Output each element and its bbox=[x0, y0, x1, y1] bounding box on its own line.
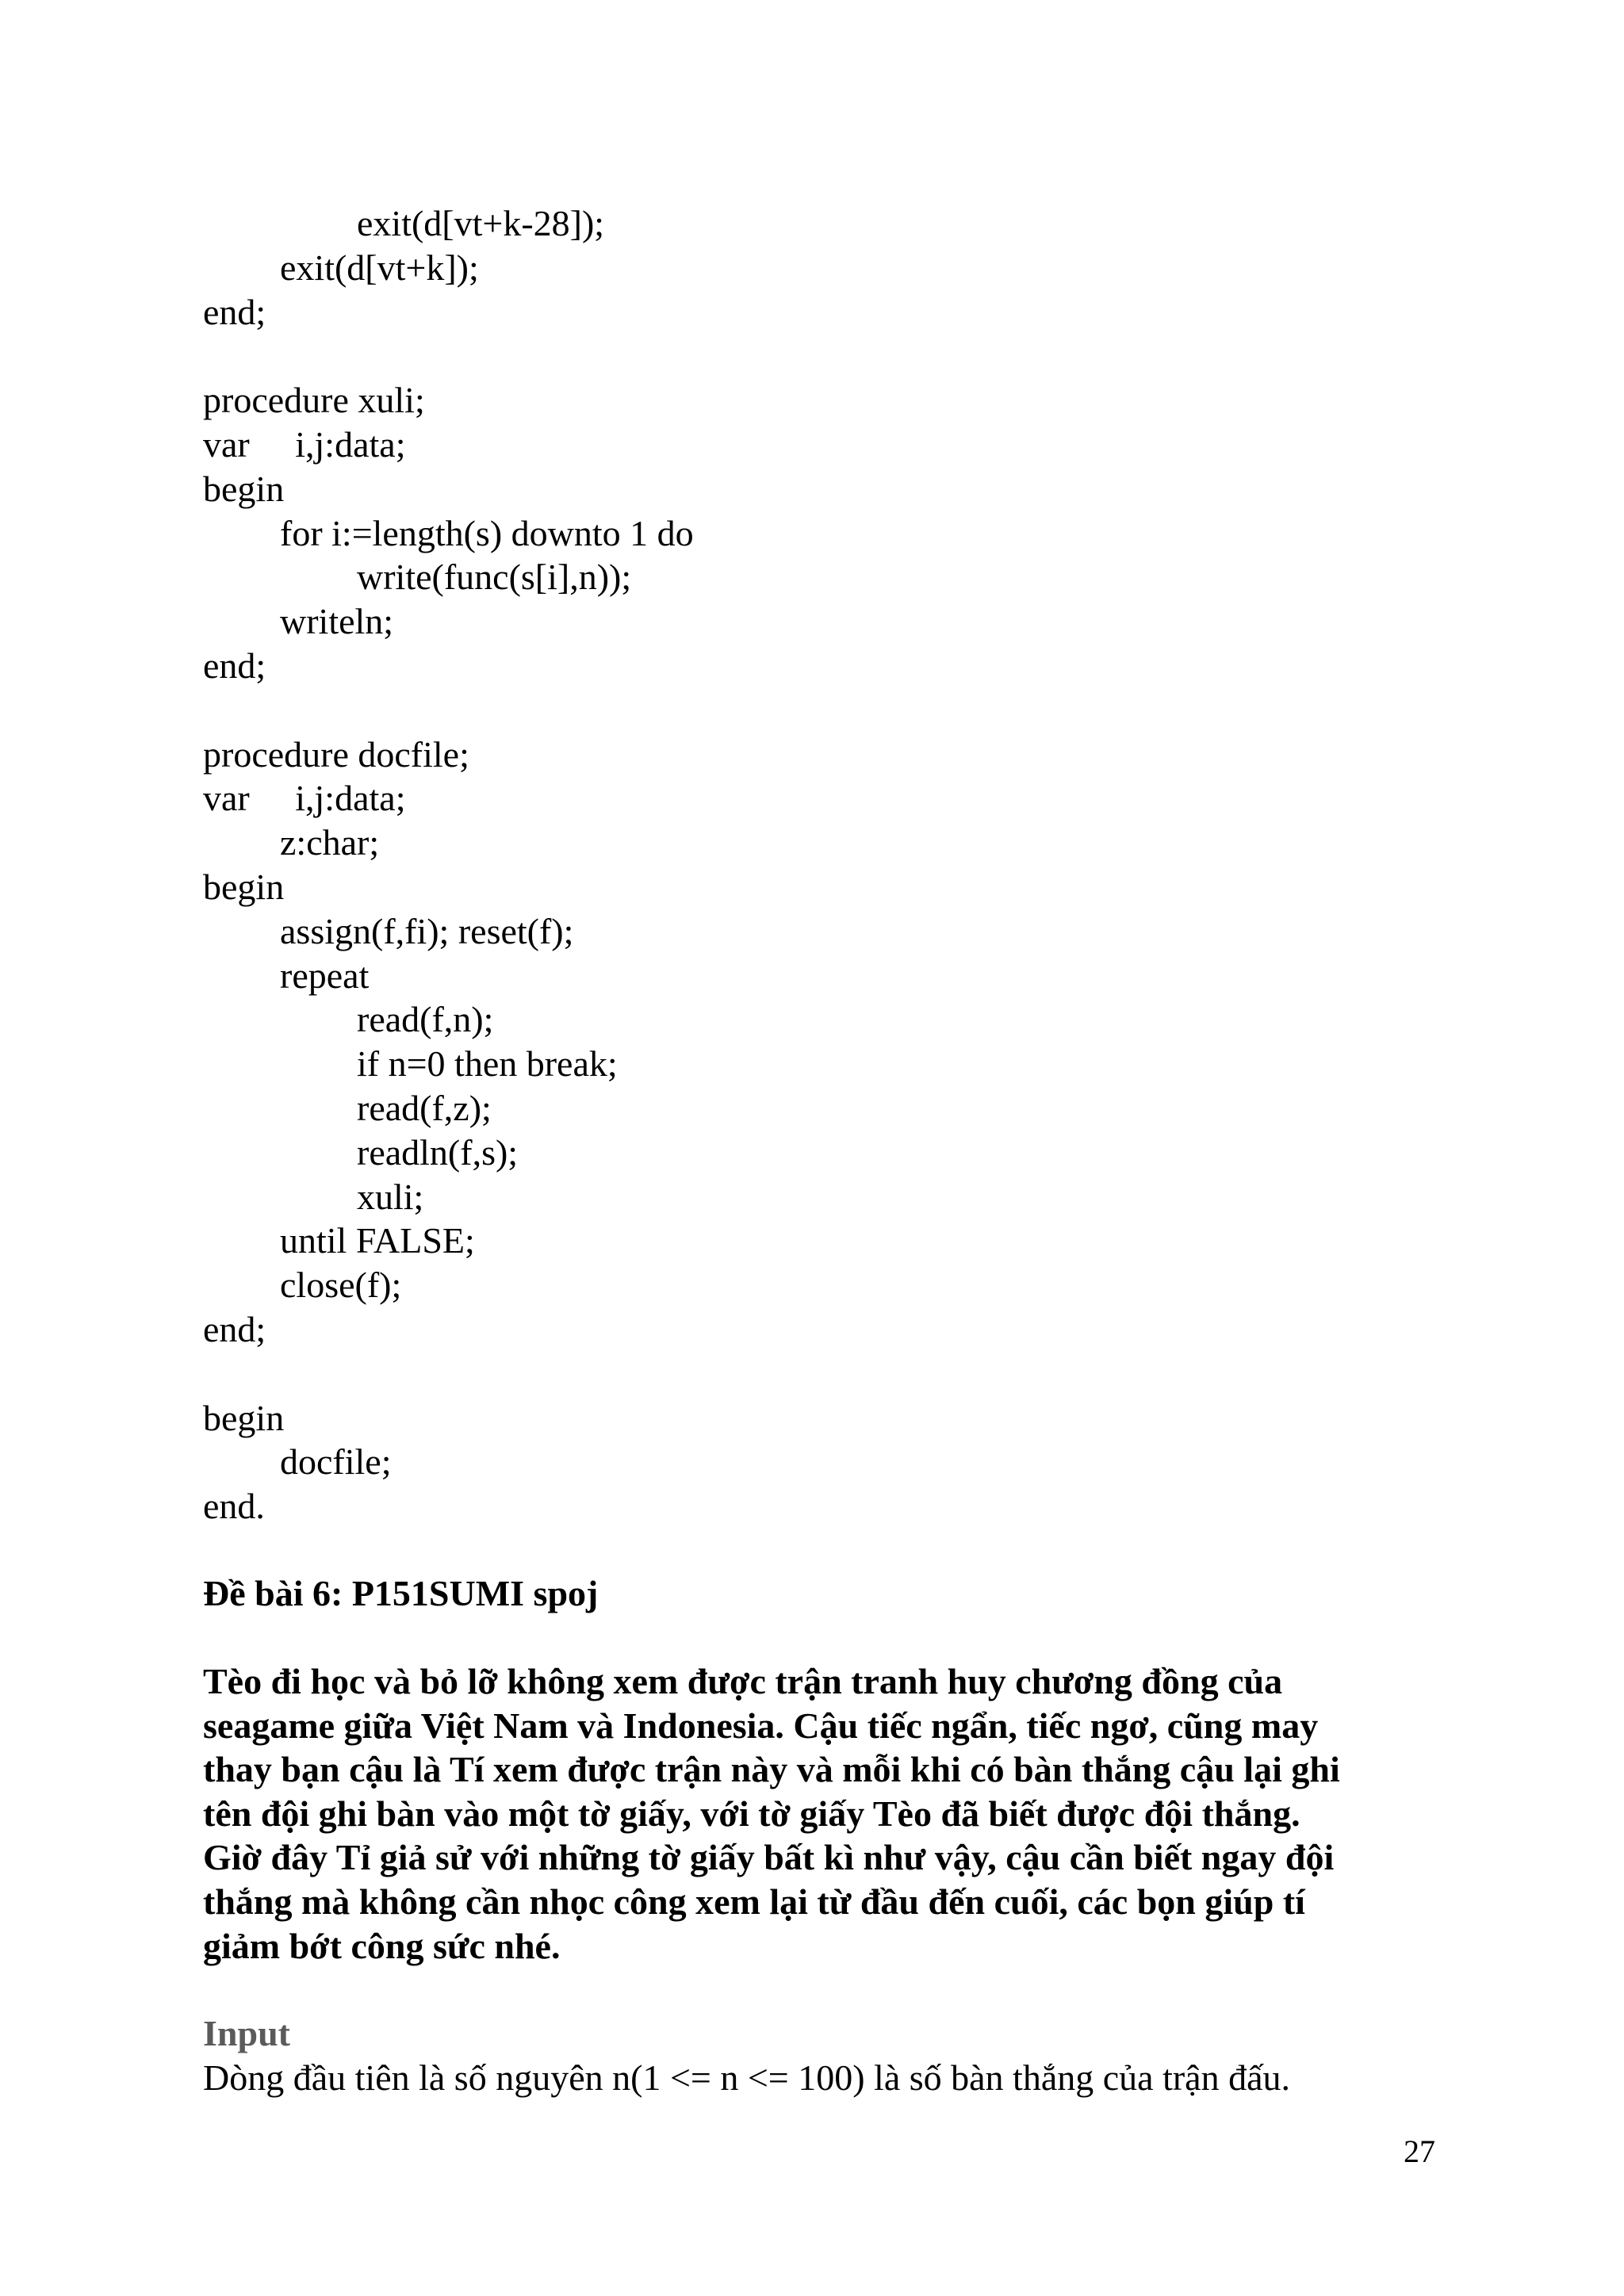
code-line: read(f,n); bbox=[357, 999, 494, 1040]
code-line: procedure xuli; bbox=[203, 380, 425, 421]
code-line: write(func(s[i],n)); bbox=[357, 557, 632, 598]
code-line: z:char; bbox=[280, 822, 380, 863]
problem-line: thắng mà không cần nhọc công xem lại từ đầu đến cuối, các bọn giúp tí bbox=[203, 1881, 1305, 1922]
problem-line: tên đội ghi bàn vào một tờ giấy, với tờ giấy Tèo đã biết được đội thắng. bbox=[203, 1793, 1300, 1834]
code-line: end; bbox=[203, 645, 266, 686]
code-line: begin bbox=[203, 1397, 285, 1438]
input-section-text: Dòng đầu tiên là số nguyên n(1 <= n <= 100) là số bàn thắng của trận đấu. bbox=[203, 2057, 1291, 2098]
problem-heading: Đề bài 6: P151SUMI spoj bbox=[203, 1573, 599, 1613]
code-line: close(f); bbox=[280, 1265, 402, 1306]
page-number: 27 bbox=[1404, 2133, 1435, 2169]
problem-line: Tèo đi học và bỏ lỡ không xem được trận tranh huy chương đồng của bbox=[203, 1661, 1283, 1701]
code-line: docfile; bbox=[280, 1441, 392, 1483]
code-line: procedure docfile; bbox=[203, 733, 469, 775]
code-line: repeat bbox=[280, 955, 370, 996]
code-line: var i,j:data; bbox=[203, 423, 406, 465]
code-line: end; bbox=[203, 291, 266, 332]
code-line: xuli; bbox=[357, 1176, 424, 1217]
code-line: end. bbox=[203, 1486, 265, 1527]
code-line: for i:=length(s) downto 1 do bbox=[280, 512, 694, 553]
code-line: readln(f,s); bbox=[357, 1131, 519, 1173]
code-line: exit(d[vt+k]); bbox=[280, 247, 479, 288]
code-line: assign(f,fi); reset(f); bbox=[280, 910, 574, 951]
code-line: begin bbox=[203, 866, 285, 907]
problem-statement bbox=[203, 1659, 1488, 1968]
code-line bbox=[203, 688, 1472, 733]
problem-line: seagame giữa Việt Nam và Indonesia. Cậu tiếc ngẩn, tiếc ngơ, cũng may bbox=[203, 1705, 1319, 1746]
code-line: if n=0 then break; bbox=[357, 1043, 618, 1085]
problem-line: Giờ đây Tỉ giả sử với những tờ giấy bất kì như vậy, cậu cần biết ngay đội bbox=[203, 1837, 1335, 1878]
code-line: writeln; bbox=[280, 601, 394, 642]
code-line: var i,j:data; bbox=[203, 778, 406, 819]
code-line: read(f,z); bbox=[357, 1087, 492, 1128]
code-listing bbox=[203, 201, 1472, 1529]
code-line: exit(d[vt+k-28]); bbox=[357, 203, 605, 243]
code-line: end; bbox=[203, 1308, 266, 1349]
code-line bbox=[203, 334, 1472, 378]
input-section-label: Input bbox=[203, 2013, 290, 2053]
code-line bbox=[203, 1352, 1472, 1396]
code-line: begin bbox=[203, 468, 285, 509]
problem-line: thay bạn cậu là Tí xem được trận này và mỗi khi có bàn thắng cậu lại ghi bbox=[203, 1749, 1340, 1790]
problem-line: giảm bớt công sức nhé. bbox=[203, 1925, 561, 1966]
code-line: until FALSE; bbox=[280, 1220, 475, 1261]
